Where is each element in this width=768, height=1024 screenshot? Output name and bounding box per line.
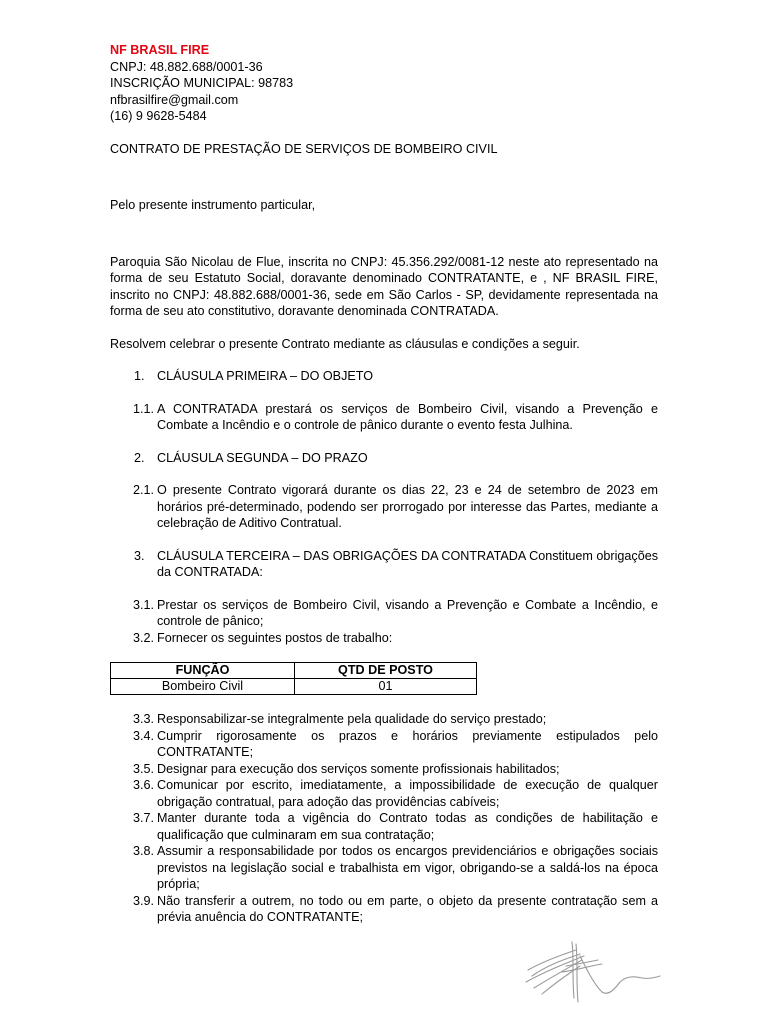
clause-title: CLÁUSULA TERCEIRA – DAS OBRIGAÇÕES DA CONTRATADA Constituem obrigações da CONTRATADA: bbox=[157, 548, 658, 579]
clause-item bbox=[110, 728, 658, 761]
cell-quantity: 01 bbox=[295, 679, 477, 695]
item-number: 3.9. bbox=[133, 893, 155, 908]
item-number: 3.5. bbox=[133, 761, 155, 776]
item-number: 1.1. bbox=[133, 401, 155, 416]
contract-title: CONTRATO DE PRESTAÇÃO DE SERVIÇOS DE BOMBEIRO CIVIL bbox=[110, 141, 498, 156]
clause-item bbox=[110, 893, 658, 926]
clause-item bbox=[110, 597, 658, 630]
item-text: Comunicar por escrito, imediatamente, a impossibilidade de execução de qualquer obrigação contratual, para adoção das providências cabíveis; bbox=[157, 778, 658, 809]
clause-item bbox=[110, 843, 658, 893]
clause-item bbox=[110, 482, 658, 532]
item-text: Fornecer os seguintes postos de trabalho: bbox=[157, 630, 393, 645]
item-text: O presente Contrato vigorará durante os dias 22, 23 e 24 de setembro de 2023 em horários pré-determinado, podendo ser prorrogado por interesse das Partes, mediante a celebração de Aditivo Contratual. bbox=[157, 483, 658, 530]
work-posts-table bbox=[110, 662, 477, 695]
item-text: A CONTRATADA prestará os serviços de Bombeiro Civil, visando a Prevenção e Combate a Incêndio e o controle de pânico durante o evento festa Julhina. bbox=[157, 401, 658, 432]
clause-title: CLÁUSULA PRIMEIRA – DO OBJETO bbox=[157, 369, 374, 383]
item-number: 3.3. bbox=[133, 712, 155, 726]
cell-function: Bombeiro Civil bbox=[111, 679, 295, 695]
clause-heading bbox=[110, 368, 658, 385]
signature-icon bbox=[522, 936, 662, 1008]
clause-item bbox=[110, 401, 658, 434]
clause-item bbox=[110, 761, 658, 778]
clause-item bbox=[110, 810, 658, 843]
item-number: 3.6. bbox=[133, 778, 155, 792]
contract-page bbox=[110, 42, 658, 926]
clause-number: 3. bbox=[134, 548, 145, 563]
clause-heading bbox=[110, 548, 658, 581]
column-header-function: FUNÇÃO bbox=[111, 663, 295, 679]
item-number: 3.1. bbox=[133, 597, 155, 612]
item-text: Designar para execução dos serviços somente profissionais habilitados; bbox=[157, 761, 560, 776]
item-text: Responsabilizar-se integralmente pela qualidade do serviço prestado; bbox=[157, 712, 547, 726]
item-number: 3.8. bbox=[133, 844, 155, 858]
item-number: 3.4. bbox=[133, 728, 155, 743]
clause-number: 1. bbox=[134, 369, 145, 383]
item-number: 2.1. bbox=[133, 483, 155, 497]
company-phone: (16) 9 9628-5484 bbox=[110, 109, 207, 123]
clause-heading bbox=[110, 450, 658, 467]
item-text: Prestar os serviços de Bombeiro Civil, visando a Prevenção e Combate a Incêndio, e controle de pânico; bbox=[157, 597, 658, 628]
parties-paragraph: Paroquia São Nicolau de Flue, inscrita no CNPJ: 45.356.292/0081-12 neste ato representado na forma de seu Estatuto Social, doravante denominado CONTRATANTE, e , NF BRASIL FIRE, inscrito no CNPJ: 48.882.688/0001-36, sede em São Carlos - SP, devidamente representada na forma de seu ato constitutivo, doravante denominada CONTRATADA. bbox=[110, 254, 658, 318]
company-header bbox=[110, 42, 658, 125]
company-email: nfbrasilfire@gmail.com bbox=[110, 92, 239, 107]
clause-title: CLÁUSULA SEGUNDA – DO PRAZO bbox=[157, 450, 368, 465]
company-name: NF BRASIL FIRE bbox=[110, 43, 210, 57]
item-text: Cumprir rigorosamente os prazos e horários previamente estipulados pelo CONTRATANTE; bbox=[157, 728, 658, 759]
resolve-text: Resolvem celebrar o presente Contrato mediante as cláusulas e condições a seguir. bbox=[110, 336, 580, 351]
company-municipal-registration: INSCRIÇÃO MUNICIPAL: 98783 bbox=[110, 76, 294, 90]
item-text: Assumir a responsabilidade por todos os encargos previdenciários e obrigações sociais previstos na legislação social e trabalhista em vigor, obrigando-se a saldá-los na época própria; bbox=[157, 844, 658, 891]
item-number: 3.7. bbox=[133, 811, 155, 825]
table-header-row bbox=[111, 663, 477, 679]
intro-text: Pelo presente instrumento particular, bbox=[110, 198, 316, 212]
column-header-quantity: QTD DE POSTO bbox=[295, 663, 477, 679]
clause-item bbox=[110, 711, 658, 728]
clause-item bbox=[110, 777, 658, 810]
clause-number: 2. bbox=[134, 450, 145, 465]
item-text: Não transferir a outrem, no todo ou em parte, o objeto da presente contratação sem a prévia anuência do CONTRATANTE; bbox=[157, 893, 658, 924]
company-cnpj: CNPJ: 48.882.688/0001-36 bbox=[110, 59, 263, 74]
clause-item bbox=[110, 630, 658, 647]
item-text: Manter durante toda a vigência do Contrato todas as condições de habilitação e qualificação que culminaram em sua contratação; bbox=[157, 811, 658, 842]
table-row bbox=[111, 679, 477, 695]
item-number: 3.2. bbox=[133, 630, 155, 645]
